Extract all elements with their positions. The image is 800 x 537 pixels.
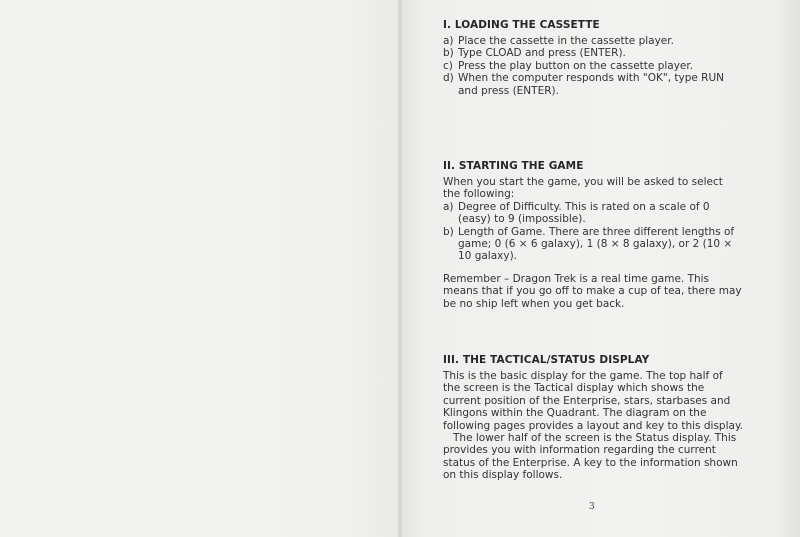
list-marker: d) xyxy=(443,72,454,85)
list-item xyxy=(443,35,743,47)
list-marker: b) xyxy=(443,225,454,238)
list-item xyxy=(443,60,743,72)
list-marker: b) xyxy=(443,47,454,60)
list-text: Press the play button on the cassette player. xyxy=(458,59,694,72)
list-text: Type CLOAD and press (ENTER). xyxy=(458,47,626,60)
list-item xyxy=(443,201,743,226)
list-marker: a) xyxy=(443,200,454,213)
book-gutter xyxy=(398,0,402,537)
section-note: Remember – Dragon Trek is a real time game. This means that if you go off to make a cup of tea, there may be no ship left when you get back. xyxy=(443,272,742,310)
option-list xyxy=(443,201,743,263)
list-text: Place the cassette in the cassette player. xyxy=(458,35,674,47)
section-paragraph: This is the basic display for the game. The top half of the screen is the Tactical display which shows the current position of the Enterprise, stars, starbases and Klingons within the Quadrant. The diagram on the following pages provides a layout and key to this display. xyxy=(443,370,743,432)
section-heading: III. THE TACTICAL/STATUS DISPLAY xyxy=(443,354,650,366)
list-text: When the computer responds with "OK", type RUN and press (ENTER). xyxy=(458,72,724,97)
section-intro: When you start the game, you will be asked to select the following: xyxy=(443,176,723,201)
section-starting-game xyxy=(443,160,743,310)
list-item xyxy=(443,47,743,59)
section-tactical-status xyxy=(443,354,743,482)
list-marker: a) xyxy=(443,35,454,47)
list-text: Length of Game. There are three different lengths of game; 0 (6 × 6 galaxy), 1 (8 × 8 galaxy), or 2 (10 × 10 galaxy). xyxy=(458,225,735,263)
list-text: Degree of Difficulty. This is rated on a scale of 0 (easy) to 9 (impossible). xyxy=(458,200,710,226)
page-number: 3 xyxy=(589,502,595,512)
list-item xyxy=(443,226,743,263)
section-heading: I. LOADING THE CASSETTE xyxy=(443,19,600,31)
section-heading: II. STARTING THE GAME xyxy=(443,160,584,172)
page-edge-shadow xyxy=(778,0,800,537)
instruction-list xyxy=(443,35,743,97)
section-paragraph: The lower half of the screen is the Status display. This provides you with information regarding the current status of the Enterprise. A key to the information shown on this display follows. xyxy=(443,432,738,482)
section-loading-cassette xyxy=(443,19,743,97)
list-marker: c) xyxy=(443,59,453,72)
list-item xyxy=(443,72,743,97)
